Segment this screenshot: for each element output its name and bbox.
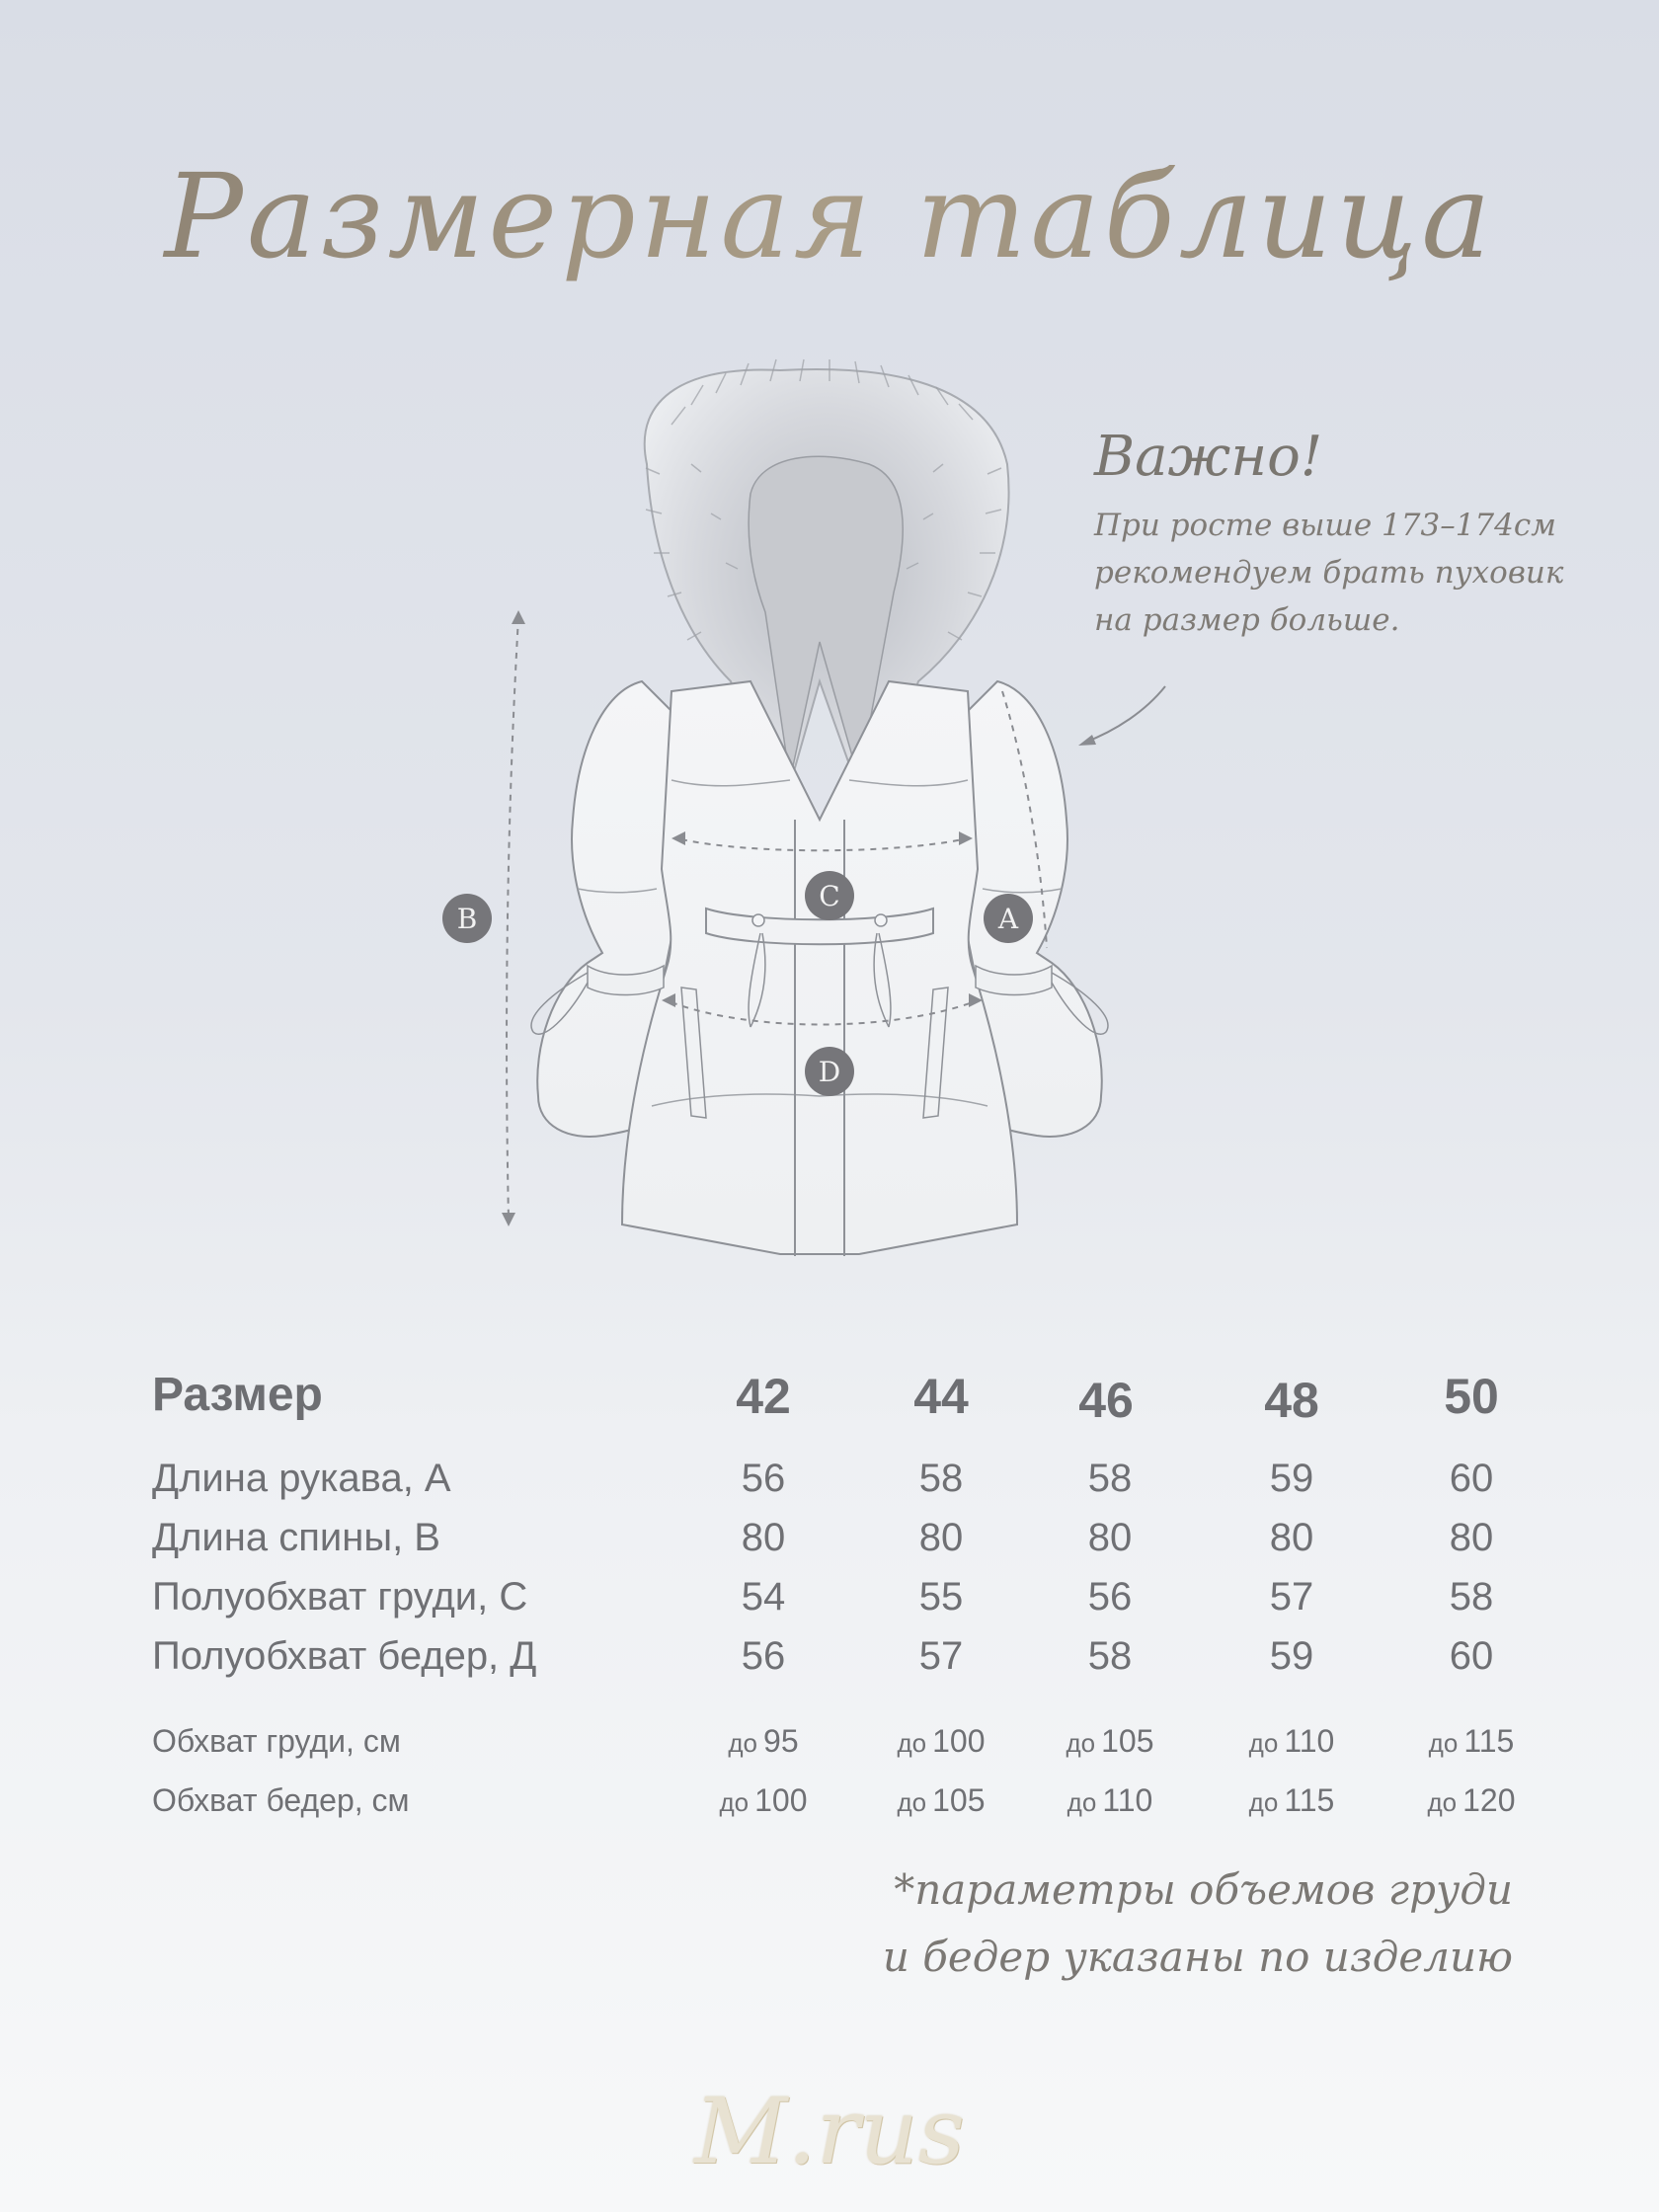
- footnote-line: *параметры объемов груди: [894, 1865, 1513, 1914]
- girth-label: Обхват груди, см: [152, 1723, 401, 1759]
- size-cell: 44: [913, 1369, 969, 1424]
- measurement-cell: 58: [1087, 1634, 1133, 1678]
- measurement-cell: 56: [741, 1634, 786, 1678]
- size-cell: 50: [1444, 1369, 1499, 1424]
- girth-value: 100: [932, 1723, 986, 1759]
- girth-value: 110: [1102, 1782, 1153, 1818]
- measurement-cell: 55: [918, 1575, 964, 1619]
- girth-prefix: до: [897, 1787, 927, 1817]
- page-title: Размерная таблица: [0, 148, 1659, 284]
- measurement-cell: 59: [1269, 1457, 1314, 1500]
- measurement-cell: 54: [741, 1575, 786, 1619]
- note-text: [1094, 502, 1608, 644]
- girth-value: 105: [1101, 1723, 1154, 1759]
- measurement-cell: 56: [741, 1457, 786, 1500]
- footnote: [883, 1856, 1513, 1991]
- girth-cell: [1382, 1723, 1560, 1760]
- marker-c: C: [805, 871, 854, 920]
- girth-cell: [1021, 1782, 1199, 1819]
- marker-a: A: [984, 894, 1033, 943]
- girth-cell: [1382, 1782, 1560, 1819]
- girth-cell: [852, 1723, 1030, 1760]
- girth-prefix: до: [1248, 1728, 1279, 1758]
- measurement-cell: 58: [1449, 1575, 1494, 1619]
- girth-prefix: до: [1248, 1787, 1279, 1817]
- measurement-cell: 57: [1269, 1575, 1314, 1619]
- measurement-cell: 80: [1269, 1516, 1314, 1559]
- jacket-body: [622, 681, 1017, 1254]
- measurement-cell: 80: [918, 1516, 964, 1559]
- brand-logo: M.rus: [694, 2079, 965, 2184]
- marker-b: B: [442, 894, 492, 943]
- girth-prefix: до: [897, 1728, 927, 1758]
- marker-d: D: [805, 1047, 854, 1096]
- girth-value: 95: [763, 1723, 799, 1759]
- size-cell: 46: [1078, 1373, 1134, 1428]
- girth-value: 105: [932, 1782, 986, 1818]
- size-cell: 48: [1264, 1373, 1319, 1428]
- girth-value: 110: [1284, 1723, 1335, 1759]
- measurement-cell: 58: [918, 1457, 964, 1500]
- measurement-label: Длина спины, В: [152, 1516, 440, 1559]
- measurement-cell: 80: [1087, 1516, 1133, 1559]
- note-line: на размер больше.: [1094, 602, 1400, 638]
- girth-prefix: до: [728, 1728, 758, 1758]
- measurement-cell: 60: [1449, 1457, 1494, 1500]
- size-cell: 42: [736, 1369, 791, 1424]
- footnote-line: и бедер указаны по изделию: [882, 1933, 1513, 1981]
- girth-prefix: до: [1428, 1728, 1459, 1758]
- girth-value: 115: [1284, 1782, 1335, 1818]
- girth-value: 100: [754, 1782, 808, 1818]
- note-line: При росте выше 173–174см: [1094, 508, 1556, 543]
- measurement-label: Полуобхват груди, С: [152, 1575, 528, 1619]
- girth-cell: [1203, 1723, 1381, 1760]
- measurement-cell: 80: [1449, 1516, 1494, 1559]
- girth-cell: [674, 1782, 852, 1819]
- girth-cell: [852, 1782, 1030, 1819]
- note-line: рекомендуем брать пуховик: [1094, 555, 1564, 591]
- length-line-b: [507, 617, 518, 1220]
- girth-value: 115: [1463, 1723, 1515, 1759]
- measurement-label: Полуобхват бедер, Д: [152, 1634, 537, 1678]
- girth-prefix: до: [1066, 1787, 1097, 1817]
- girth-prefix: до: [1066, 1728, 1096, 1758]
- girth-value: 120: [1462, 1782, 1516, 1818]
- note-arrow: [1084, 686, 1165, 743]
- measurement-label: Длина рукава, А: [152, 1457, 451, 1500]
- measurement-cell: 58: [1087, 1457, 1133, 1500]
- measurement-cell: 57: [918, 1634, 964, 1678]
- girth-prefix: до: [1427, 1787, 1458, 1817]
- girth-cell: [1203, 1782, 1381, 1819]
- measurement-cell: 80: [741, 1516, 786, 1559]
- girth-cell: [674, 1723, 852, 1760]
- measurement-cell: 59: [1269, 1634, 1314, 1678]
- girth-label: Обхват бедер, см: [152, 1782, 410, 1818]
- measurement-cell: 56: [1087, 1575, 1133, 1619]
- girth-cell: [1021, 1723, 1199, 1760]
- size-header-label: Размер: [152, 1369, 323, 1421]
- measurement-cell: 60: [1449, 1634, 1494, 1678]
- note-heading: Важно!: [1094, 425, 1323, 489]
- girth-prefix: до: [719, 1787, 750, 1817]
